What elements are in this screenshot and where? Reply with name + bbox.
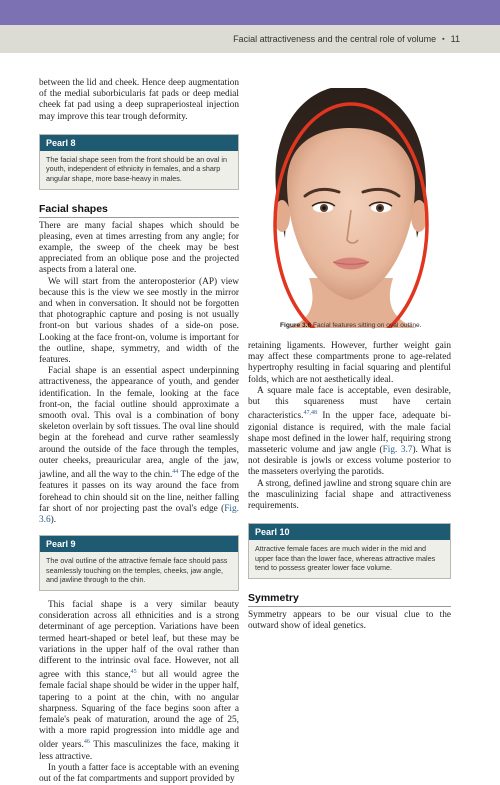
pearl-8-text: The facial shape seen from the front should be an oval in youth, independent of ethnicity in females, and a sharp angular shape, more base-heavy in males. bbox=[46, 154, 227, 183]
figure-caption-text: Facial features sitting on oval outline. bbox=[311, 322, 422, 329]
intro-paragraph: between the lid and cheek. Hence deep augmentation of the medial suborbicularis fat pads or deep medial cheek fat pad using a deep supraperiosteal injection may improve this tear trough deformity. bbox=[39, 78, 239, 122]
right-paragraph-1: retaining ligaments. However, further weight gain may affect these compartments prone to age-related hypertrophy resulting in facial squaring and plentiful folds, which are not aesthetically ideal. bbox=[248, 341, 451, 385]
header-text bbox=[233, 34, 460, 44]
right-paragraph-3: A strong, defined jawline and strong square chin are the masculinizing facial shape and attractiveness requirements. bbox=[248, 478, 451, 511]
face-photo-illustration bbox=[247, 88, 449, 328]
pearl-9-title: Pearl 9 bbox=[40, 536, 238, 552]
pearl-8-box bbox=[39, 134, 239, 190]
para4-text-a: This facial shape is a very similar beauty consideration across all ethnicities and is a strong determinant of age perception. Variations have been termed heart-shaped or betel leaf, but these may be variations in the upper half of the oval rather than different to the intrinsic oval face. However, not all agree with this stance, bbox=[39, 599, 239, 681]
pearl-10-box bbox=[248, 523, 451, 579]
para4-text-b: but all would agree the female facial shape should be wider in the upper half, tapering to a point at the chin, with no angular sharpness. Squaring of the face begins soon after a female's peak of maturation, around the age of 25, with a more rapid progression into middle age and older years. bbox=[39, 670, 239, 751]
figure-3-6-image bbox=[247, 88, 449, 328]
para3-text-b: The edge of the features it passes on its way around the face from forehead to chin should sit on the line, neither falling far short of nor projecting past the oval's edge ( bbox=[39, 470, 239, 514]
section-heading-facial-shapes: Facial shapes bbox=[39, 203, 239, 218]
figure-3-7-link[interactable]: Fig. 3.7 bbox=[382, 444, 413, 455]
pearl-9-text: The oval outline of the attractive female face should pass seamlessly touching on the temples, cheeks, jaw angle, and jawline through to the chin. bbox=[46, 556, 228, 585]
right-para2-text-c: ). What is not desirable is jowls or excess volume posterior to the masseters overlying the parotids. bbox=[248, 444, 452, 478]
right-paragraph-2 bbox=[248, 386, 451, 479]
facial-shapes-paragraph-1: There are many facial shapes which should be pleasing, even at times arresting from any angle; for example, the sweep of the cheek may be best appreciated from an oblique pose and the projected aspects from a lateral one. bbox=[39, 220, 239, 276]
top-color-band bbox=[0, 0, 500, 25]
pearl-10-text: Attractive female faces are much wider in the mid and upper face than the lower face, whereas attractive males tend to possess greater lower face volume. bbox=[255, 544, 436, 573]
header-separator: ▪ bbox=[442, 36, 445, 43]
pearl-9-box bbox=[39, 535, 239, 591]
para4-text-c: This masculinizes the face, making it less attractive. bbox=[39, 740, 239, 762]
facial-shapes-paragraph-5: In youth a fatter face is acceptable with an evening out of the fat compartments and support provided by bbox=[39, 762, 239, 785]
right-column bbox=[248, 341, 451, 632]
citation-46[interactable]: 46 bbox=[83, 739, 90, 746]
right-para2-text-a: A square male face is acceptable, even desirable, but this squareness must have certain characteristics. bbox=[248, 385, 451, 422]
pearl-8-title: Pearl 8 bbox=[40, 135, 238, 151]
figure-3-6-link[interactable]: Fig. 3.6 bbox=[39, 503, 239, 525]
running-title: Facial attractiveness and the central role of volume bbox=[233, 34, 437, 44]
facial-shapes-paragraph-4 bbox=[39, 600, 239, 763]
page-number: 11 bbox=[450, 34, 460, 44]
figure-caption-label: Figure 3.6 bbox=[280, 322, 312, 329]
facial-shapes-paragraph-3 bbox=[39, 366, 239, 526]
right-para2-text-b: In the upper face, adequate bi-zigonial distance is required, with the male facial shape most defined in the lower half, requiring strong masseteric volume and jaw angle ( bbox=[248, 411, 451, 455]
symmetry-paragraph: Symmetry appears to be our visual clue to the outward show of ideal genetics. bbox=[248, 609, 451, 632]
figure-caption bbox=[280, 322, 421, 329]
left-column bbox=[39, 78, 239, 785]
citation-45[interactable]: 45 bbox=[130, 669, 137, 676]
pearl-10-title: Pearl 10 bbox=[249, 524, 450, 540]
para3-text-a: Facial shape is an essential aspect underpinning attractiveness, the appearance of youth, and gender identification. In the female, looking at the face front-on, the facial outline should approximate a smooth oval. This oval is a combination of bony skeleton overlain by soft tissues. The oval line should begin at the forehead and curve rather seamlessly around the outside of the face through the temples, outer cheeks, preauricular area, angle of the jaw, jawline, and all the way to the chin. bbox=[39, 366, 239, 481]
section-heading-symmetry: Symmetry bbox=[248, 592, 451, 607]
facial-shapes-paragraph-2: We will start from the anteroposterior (AP) view because this is the view we see mostly in the mirror and when in conversation. It should not be forgotten that photographic capture and posing is not usually front-on but various shades of a side-on pose. Looking at the face front-on, volume is important for the outline, shape, symmetry, and width of the features. bbox=[39, 276, 239, 366]
running-header bbox=[0, 25, 500, 53]
citation-47-48[interactable]: 47,48 bbox=[303, 410, 317, 417]
citation-44[interactable]: 44 bbox=[172, 469, 179, 476]
para3-text-c: ). bbox=[50, 514, 57, 525]
